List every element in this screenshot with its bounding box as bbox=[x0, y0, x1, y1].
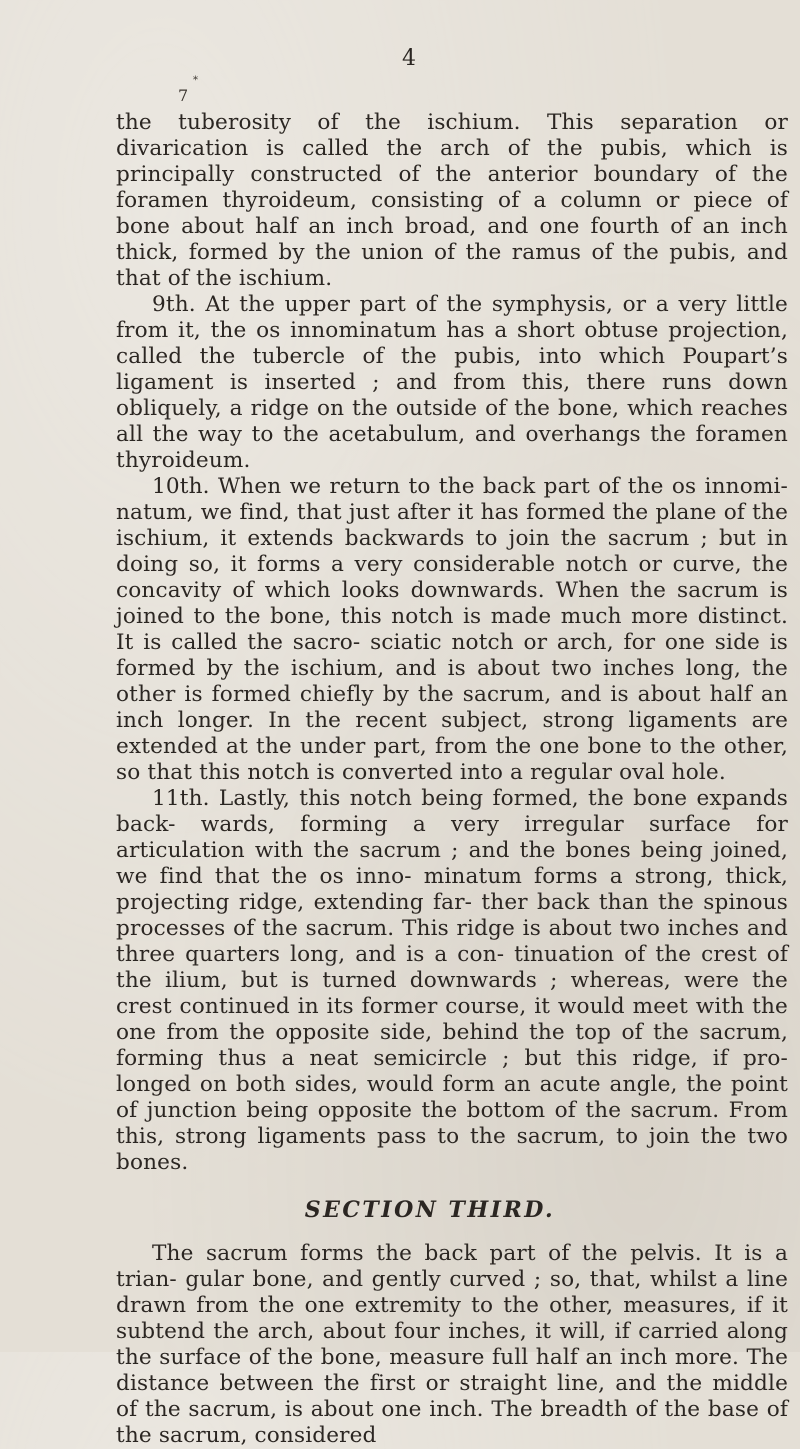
page-number: 4 bbox=[402, 46, 416, 71]
margin-mark: 7 bbox=[178, 86, 189, 105]
paragraph-tuberosity: the tuberosity of the ischium. This separation or divarication is called the arch of the pubis, which is principally constructed of the anterior boundary of the foramen thyroideum, consisting of a column or piece of bone about half an inch broad, and one fourth of an inch thick, formed by the union of the ramus of the pubis, and that of the ischium. bbox=[116, 110, 788, 291]
body-text bbox=[116, 110, 788, 1449]
margin-speck: * bbox=[193, 75, 198, 86]
paragraph-tenth: 10th. When we return to the back part of the os innomi- natum, we find, that just after it has formed the plane of the ischium, it extends backwards to join the sacrum ; but in doing so, it forms a very considerable notch or curve, the concavity of which looks downwards. When the sacrum is joined to the bone, this notch is made much more distinct. It is called the sacro- sciatic notch or arch, for one side is formed by the ischium, and is about two inches long, the other is formed chiefly by the sacrum, and is about half an inch longer. In the recent subject, strong ligaments are extended at the under part, from the one bone to the other, so that this notch is converted into a regular oval hole. bbox=[116, 474, 788, 785]
paragraph-sacrum: The sacrum forms the back part of the pelvis. It is a trian- gular bone, and gently curved ; so, that, whilst a line drawn from the one extremity to the other, measures, if it subtend the arch, about four inches, it will, if carried along the surface of the bone, measure full half an inch more. The distance between the first or straight line, and the middle of the sacrum, is about one inch. The breadth of the base of the sacrum, considered bbox=[116, 1241, 788, 1448]
section-heading: SECTION THIRD. bbox=[304, 1197, 556, 1223]
paragraph-ninth: 9th. At the upper part of the symphysis, or a very little from it, the os innominatum has a short obtuse projection, called the tubercle of the pubis, into which Poupart’s ligament is inserted ; and from this, there runs down obliquely, a ridge on the outside of the bone, which reaches all the way to the acetabulum, and overhangs the foramen thyroideum. bbox=[116, 292, 788, 473]
paragraph-eleventh: 11th. Lastly, this notch being formed, the bone expands back- wards, forming a very irregular surface for articulation with the sacrum ; and the bones being joined, we find that the os inno- minatum forms a strong, thick, projecting ridge, extending far- ther back than the spinous processes of the sacrum. This ridge is about two inches and three quarters long, and is a con- tinuation of the crest of the ilium, but is turned downwards ; whereas, were the crest continued in its former course, it would meet with the one from the opposite side, behind the top of the sacrum, forming thus a neat semicircle ; but this ridge, if pro- longed on both sides, would form an acute angle, the point of junction being opposite the bottom of the sacrum. From this, strong ligaments pass to the sacrum, to join the two bones. bbox=[116, 786, 788, 1175]
